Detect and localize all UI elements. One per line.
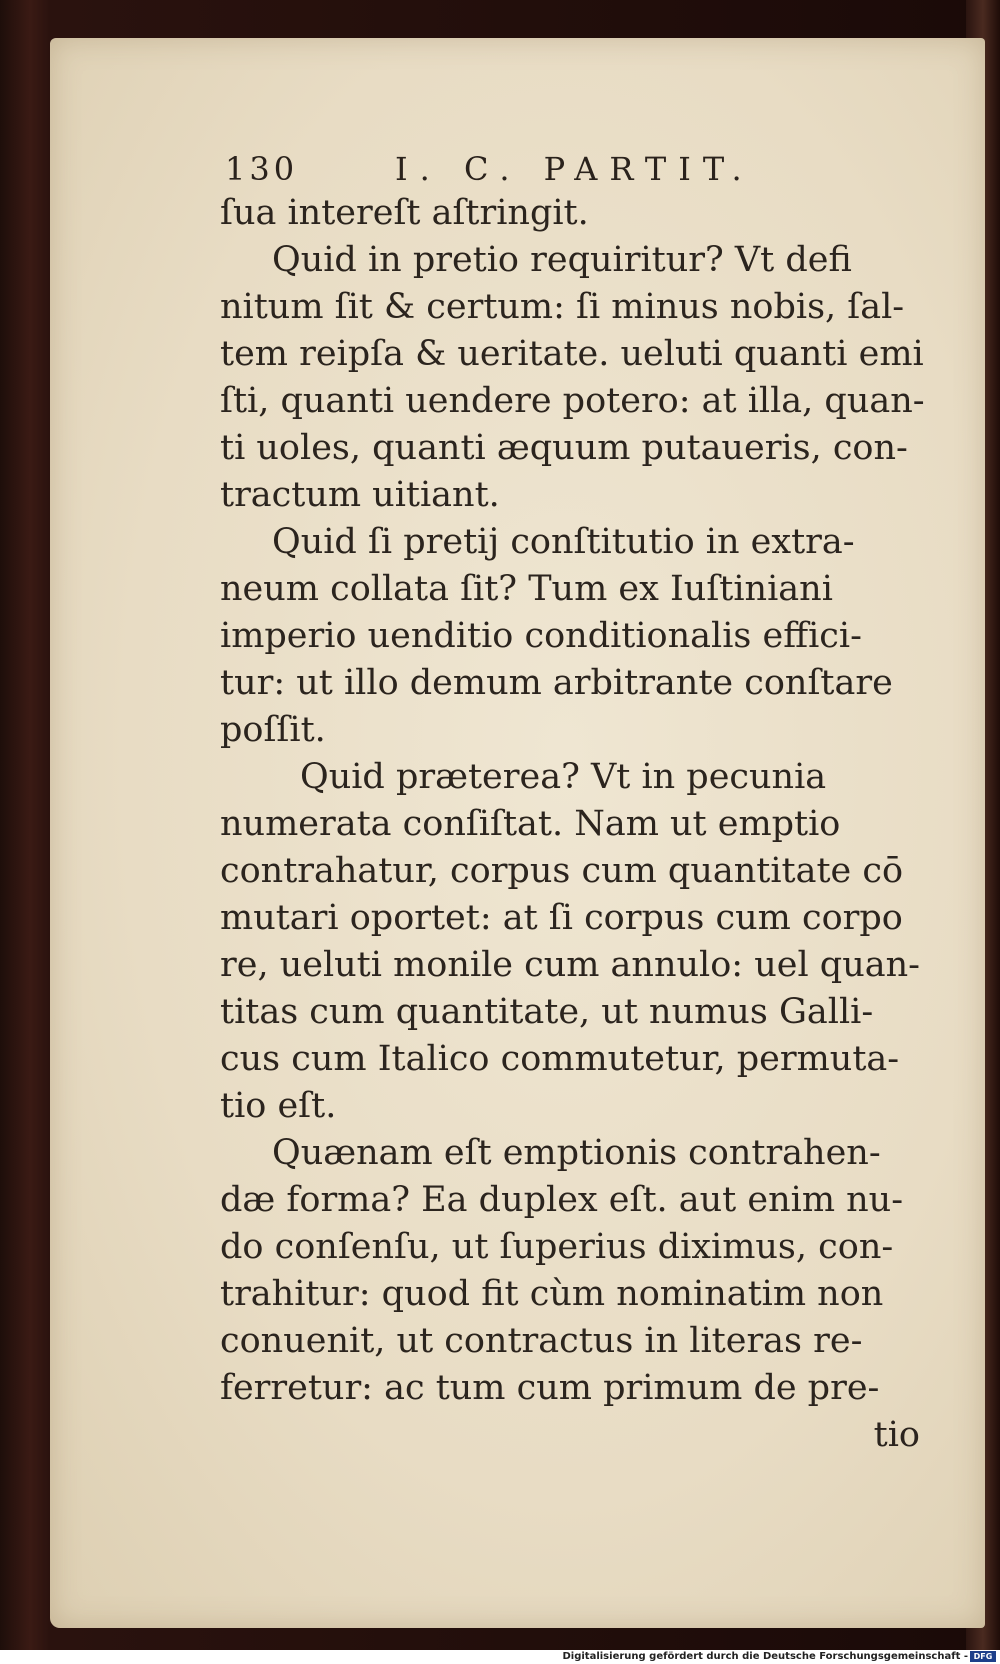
text-line: contrahatur, corpus cum quantitate cō — [220, 851, 904, 891]
text-line: tur: ut illo demum arbitrante conſtare — [220, 663, 893, 703]
text-line: Quid in pretio requiritur? Vt defi — [272, 240, 852, 280]
text-line: do conſenſu, ut ſuperius diximus, con- — [220, 1227, 894, 1267]
text-line: cus cum Italico commutetur, permuta- — [220, 1039, 900, 1079]
text-line: ti uoles, quanti æquum putaueris, con- — [220, 428, 908, 468]
funding-credit: Digitalisierung gefördert durch die Deutsche Forschungsgemeinschaft - — [562, 1651, 968, 1662]
text-line: numerata conſiſtat. Nam ut emptio — [220, 804, 841, 844]
text-line: imperio uenditio conditionalis effici- — [220, 616, 862, 656]
dfg-logo: DFG — [970, 1651, 996, 1662]
page-number: 130 — [225, 150, 299, 188]
text-line: ferretur: ac tum cum primum de pre- — [220, 1368, 880, 1408]
running-header — [225, 150, 765, 190]
running-title: I. C. PARTIT. — [395, 150, 754, 188]
digitization-footer — [0, 1650, 1000, 1664]
text-line: re, ueluti monile cum annulo: uel quan- — [220, 945, 920, 985]
catchword: tio — [873, 1415, 920, 1455]
body-text — [220, 190, 945, 1459]
text-line: dæ forma? Ea duplex eſt. aut enim nu- — [220, 1180, 904, 1220]
text-line: nitum ſit & certum: ſi minus nobis, ſal- — [220, 287, 905, 327]
text-line: ſti, quanti uendere potero: at illa, quan- — [220, 381, 925, 421]
text-line: Quid præterea? Vt in pecunia — [300, 757, 827, 797]
text-line: mutari oportet: at ſi corpus cum corpo — [220, 898, 903, 938]
text-line: Quænam eſt emptionis contrahen- — [272, 1133, 881, 1173]
text-line: neum collata ſit? Tum ex Iuſtiniani — [220, 569, 833, 609]
text-line: ſua intereſt aſtringit. — [220, 193, 589, 233]
text-line: Quid ſi pretij conſtitutio in extra- — [272, 522, 855, 562]
text-line: poſſit. — [220, 710, 326, 750]
text-line: tem reipſa & ueritate. ueluti quanti emi — [220, 334, 924, 374]
text-line: tractum uitiant. — [220, 475, 500, 515]
text-line: trahitur: quod fit cùm nominatim non — [220, 1274, 884, 1314]
text-line: conuenit, ut contractus in literas re- — [220, 1321, 863, 1361]
text-line: tio eſt. — [220, 1086, 337, 1126]
text-line: titas cum quantitate, ut numus Galli- — [220, 992, 874, 1032]
